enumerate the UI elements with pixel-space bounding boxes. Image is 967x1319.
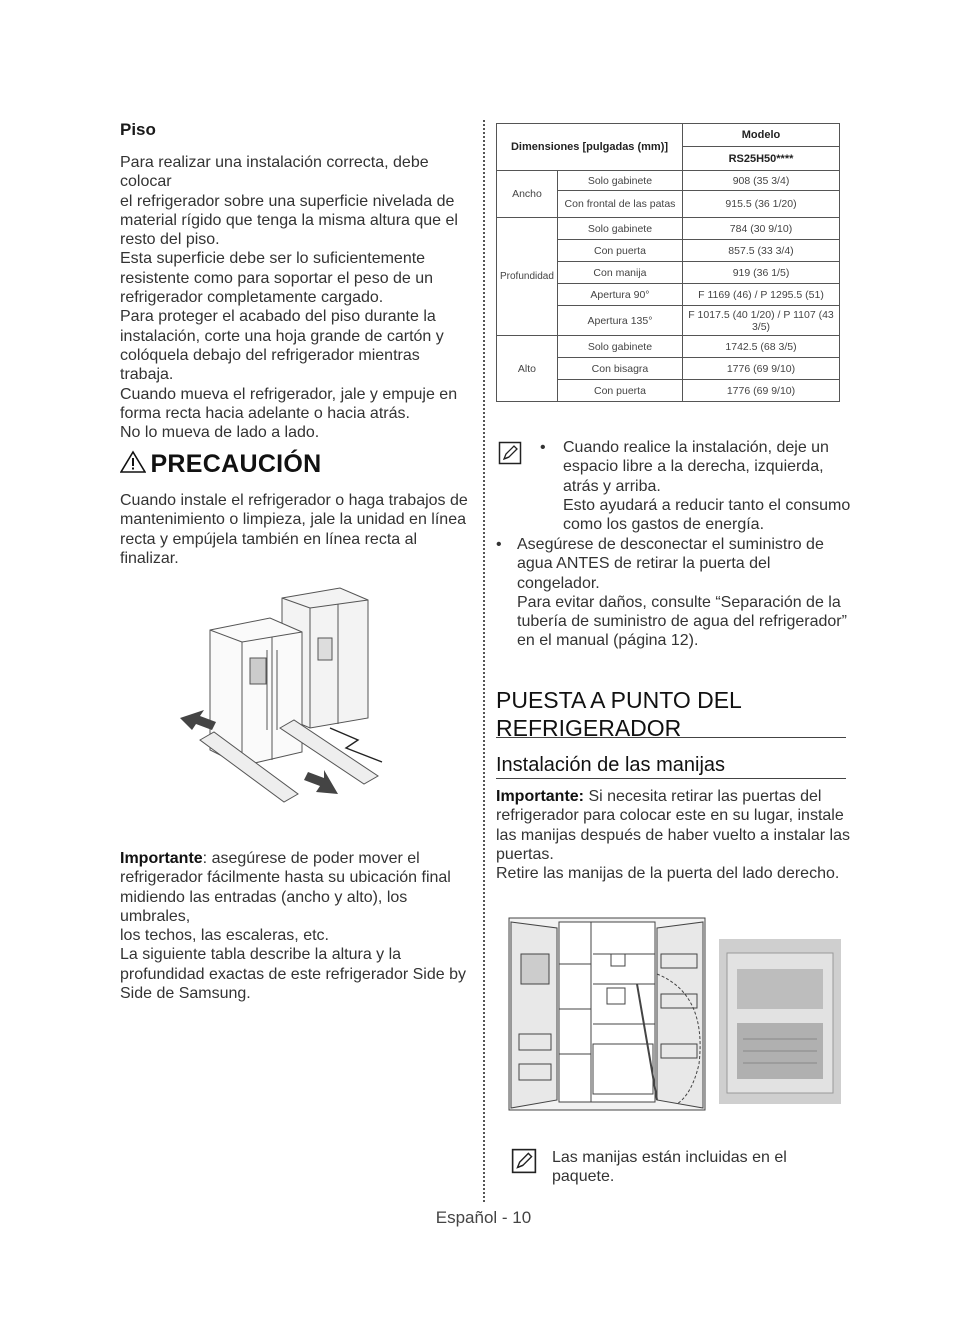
note-icon [511, 1148, 537, 1174]
row-label: Con frontal de las patas [557, 191, 682, 218]
section-title [496, 686, 742, 742]
importante-paragraph-right [496, 787, 856, 883]
row-value: 857.5 (33 3/4) [683, 240, 840, 262]
bullet-icon: • [496, 536, 502, 553]
section-title-line-2: REFRIGERADOR [496, 715, 682, 741]
piso-heading: Piso [120, 120, 156, 139]
row-label: Con puerta [557, 240, 682, 262]
importante-text-left: : asegúrese de poder mover el refrigerador fácilmente hasta su ubicación final midiendo las entradas (ancho y alto), los umbrales, los techos, las escaleras, etc. La siguiente tabla describe la altura y la profundidad exactas de este refrigerador Side by Side de Samsung. [120, 850, 466, 1003]
note-bullet-1: Cuando realice la instalación, deje un espacio libre a la derecha, izquierda, atrás y arriba. Esto ayudará a reducir tanto el consumo como los gastos de energía. [563, 439, 851, 534]
importante-label-left: Importante [120, 850, 203, 867]
table-header-model: Modelo [683, 124, 840, 147]
section-title-line-1: PUESTA A PUNTO DEL [496, 687, 742, 713]
row-value: 784 (30 9/10) [683, 218, 840, 240]
importante-text-right: Si necesita retirar las puertas del refrigerador para colocar este en su lugar, instale las manijas después de haber vuelto a instalar las puertas. Retire las manijas de la puerta del lado derecho. [496, 788, 850, 883]
section-rule [496, 737, 846, 738]
subsection-rule [496, 778, 846, 779]
row-label: Con manija [557, 262, 682, 284]
table-row [497, 218, 840, 240]
row-label: Solo gabinete [557, 218, 682, 240]
precaucion-title: PRECAUCIÓN [150, 450, 322, 478]
importante-label-right: Importante: [496, 788, 584, 805]
row-value: 908 (35 3/4) [683, 171, 840, 191]
fridge-moving-illustration [170, 580, 390, 810]
group-profundidad: Profundidad [497, 218, 558, 336]
importante-paragraph-left [120, 849, 480, 1003]
row-label: Con bisagra [557, 358, 682, 380]
table-model-code: RS25H50**** [683, 147, 840, 171]
group-alto: Alto [497, 336, 558, 402]
table-header-dimensions: Dimensiones [pulgadas (mm)] [497, 124, 683, 171]
row-value: F 1017.5 (40 1/20) / P 1107 (43 3/5) [683, 306, 840, 336]
row-value: F 1169 (46) / P 1295.5 (51) [683, 284, 840, 306]
row-value: 1742.5 (68 3/5) [683, 336, 840, 358]
handle-package-photo [719, 939, 841, 1104]
row-value: 915.5 (36 1/20) [683, 191, 840, 218]
group-ancho: Ancho [497, 171, 558, 218]
note-bullet-2: Asegúrese de desconectar el suministro de agua ANTES de retirar la puerta del congelador. Para evitar daños, consulte “Separación de la tubería de suministro de agua del refrigerador” en el manual (página 12). [517, 536, 847, 650]
row-value: 1776 (69 9/10) [683, 358, 840, 380]
bullet-icon: • [540, 439, 546, 456]
note-bottom: Las manijas están incluidas en el paquete. [552, 1149, 787, 1186]
note-icon [498, 441, 522, 465]
precaucion-heading [120, 450, 322, 479]
precaucion-paragraph: Cuando instale el refrigerador o haga trabajos de mantenimiento o limpieza, jale la unidad en línea recta y empújela también en línea recta al finalizar. [120, 492, 468, 567]
row-label: Apertura 135° [557, 306, 682, 336]
dimensions-table [496, 123, 840, 402]
page-footer: Español - 10 [435, 1208, 532, 1227]
column-divider [483, 120, 485, 1202]
open-fridge-illustration [507, 914, 707, 1114]
row-label: Solo gabinete [557, 336, 682, 358]
row-label: Apertura 90° [557, 284, 682, 306]
row-label: Solo gabinete [557, 171, 682, 191]
piso-paragraph: Para realizar una instalación correcta, debe colocar el refrigerador sobre una superficie nivelada de material rígido que tenga la misma altura que el resto del piso. Esta superficie debe ser lo suficientemente resistente como para soportar el peso de un refrigerador completamente cargado. Para proteger el acabado del piso durante la instalación, corte una hoja grande de cartón y colóquela debajo del refrigerador mientras trabaja. Cuando mueva el refrigerador, jale y empuje en forma recta hacia adelante o hacia atrás. No lo mueva de lado a lado. [120, 154, 458, 442]
warning-triangle-icon [120, 450, 146, 474]
row-value: 1776 (69 9/10) [683, 380, 840, 402]
subsection-title: Instalación de las manijas [496, 754, 726, 776]
table-row [497, 336, 840, 358]
row-value: 919 (36 1/5) [683, 262, 840, 284]
table-row [497, 171, 840, 191]
row-label: Con puerta [557, 380, 682, 402]
